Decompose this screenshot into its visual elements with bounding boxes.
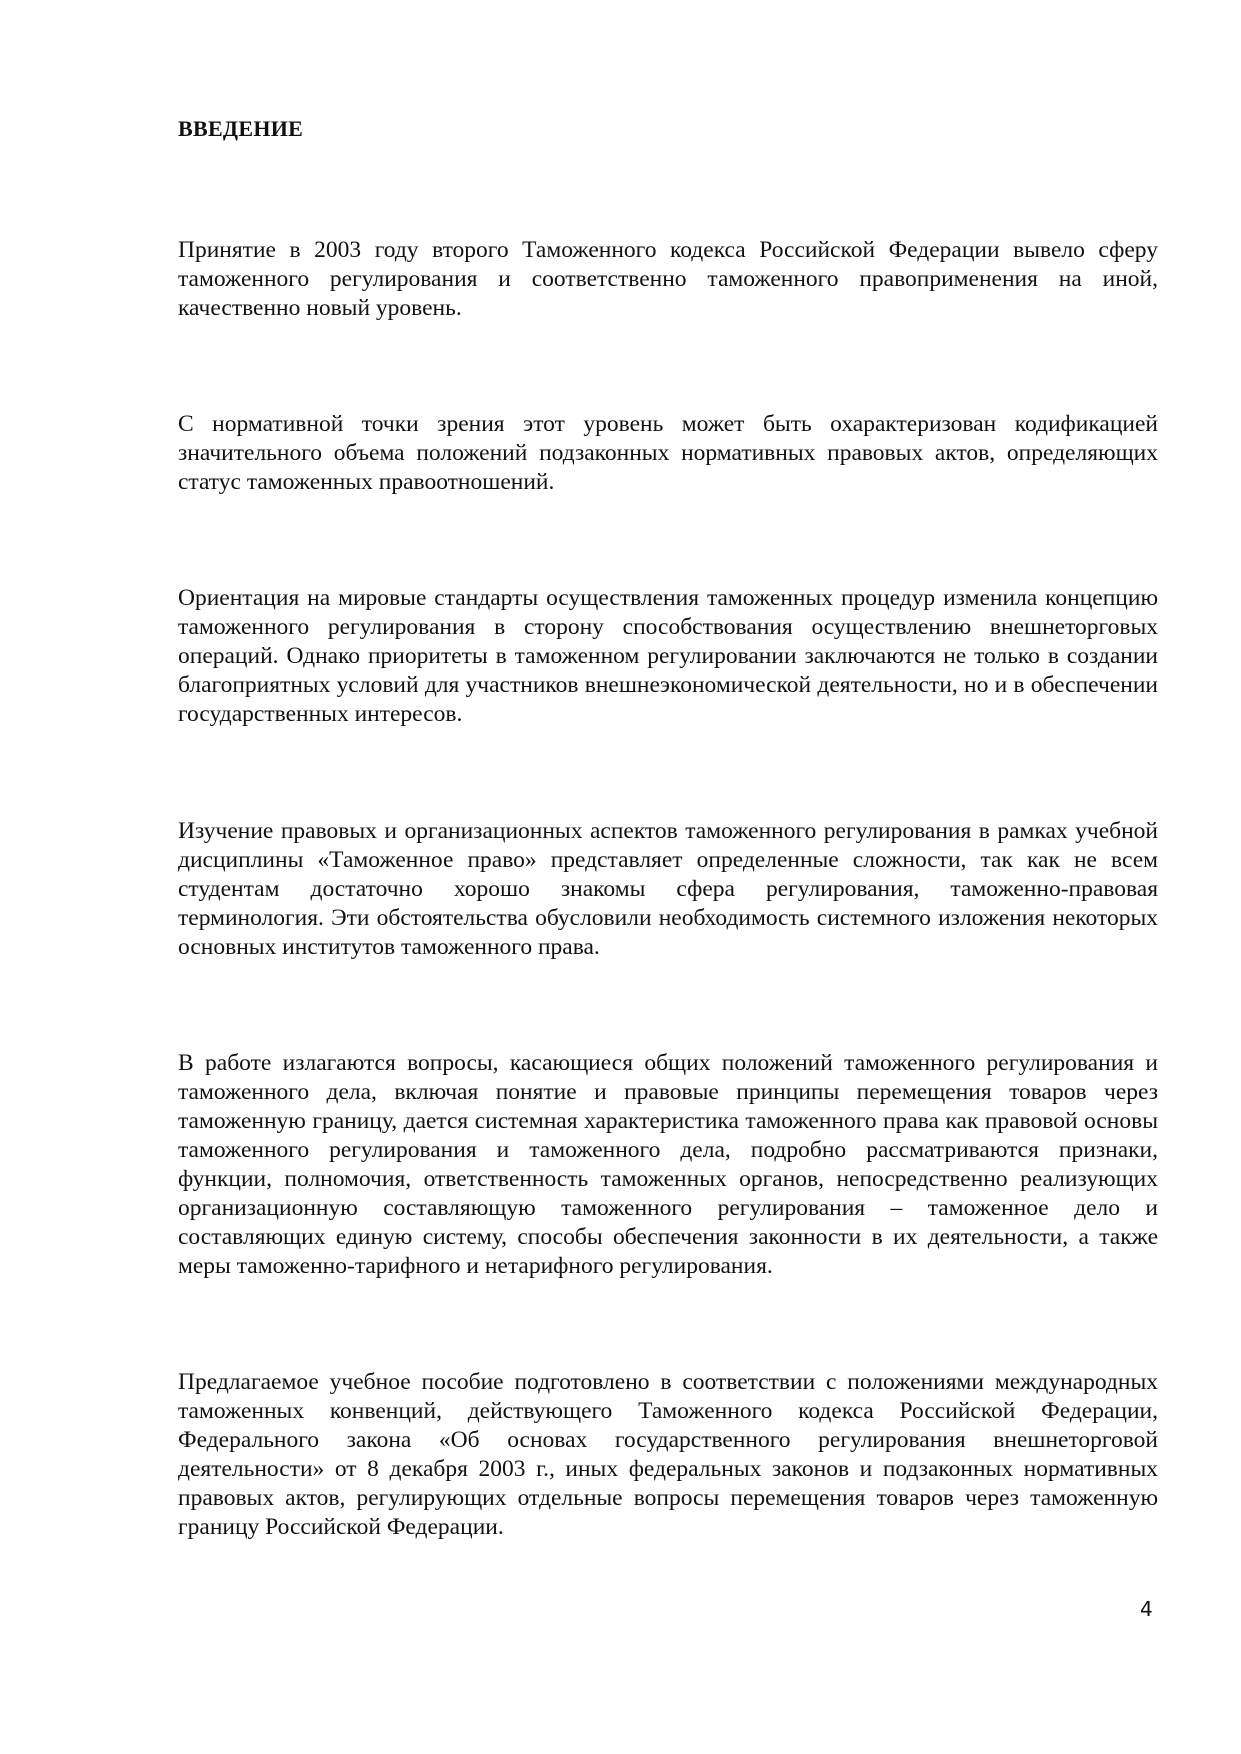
paragraph-4: Изучение правовых и организационных аспектов таможенного регулирования в рамках учебной дисциплины «Таможенное право» представляет определенные сложности, так как не всем студентам достаточно хорошо знакомы сфера регулирования, таможенно-правовая терминология. Эти обстоятельства обусловили необходимость системного изложения некоторых основных институтов таможенного права. — [178, 818, 1158, 960]
section-heading: ВВЕДЕНИЕ — [178, 116, 304, 141]
page-number: 4 — [1140, 1597, 1153, 1621]
paragraph-6: Предлагаемое учебное пособие подготовлено в соответствии с положениями международных таможенных конвенций, действующего Таможенного кодекса Российской Федерации, Федерального закона «Об основах государственного регулирования внешнеторговой деятельности» от 8 декабря 2003 г., иных федеральных законов и подзаконных нормативных правовых актов, регулирующих отдельные вопросы перемещения товаров через таможенную границу Российской Федерации. — [178, 1369, 1158, 1540]
paragraph-1: Принятие в 2003 году второго Таможенного кодекса Российской Федерации вывело сферу таможенного регулирования и соответственно таможенного правоприменения на иной, качественно новый уровень. — [178, 237, 1158, 321]
paragraph-5: В работе излагаются вопросы, касающиеся общих положений таможенного регулирования и таможенного дела, включая понятие и правовые принципы перемещения товаров через таможенную границу, дается системная характеристика таможенного права как правовой основы таможенного регулирования и таможенного дела, подробно рассматриваются признаки, функции, полномочия, ответственность таможенных органов, непосредственно реализующих организационную составляющую таможенного регулирования – таможенное дело и составляющих единую систему, способы обеспечения законности в их деятельности, а также меры таможенно-тарифного и нетарифного регулирования. — [178, 1050, 1158, 1279]
paragraph-2: С нормативной точки зрения этот уровень может быть охарактеризован кодификацией значительного объема положений подзаконных нормативных правовых актов, определяющих статус таможенных правоотношений. — [178, 411, 1158, 495]
paragraph-3: Ориентация на мировые стандарты осуществления таможенных процедур изменила концепцию таможенного регулирования в сторону способствования осуществлению внешнеторговых операций. Однако приоритеты в таможенном регулировании заключаются не только в создании благоприятных условий для участников внешнеэкономической деятельности, но и в обеспечении государственных интересов. — [178, 585, 1158, 727]
